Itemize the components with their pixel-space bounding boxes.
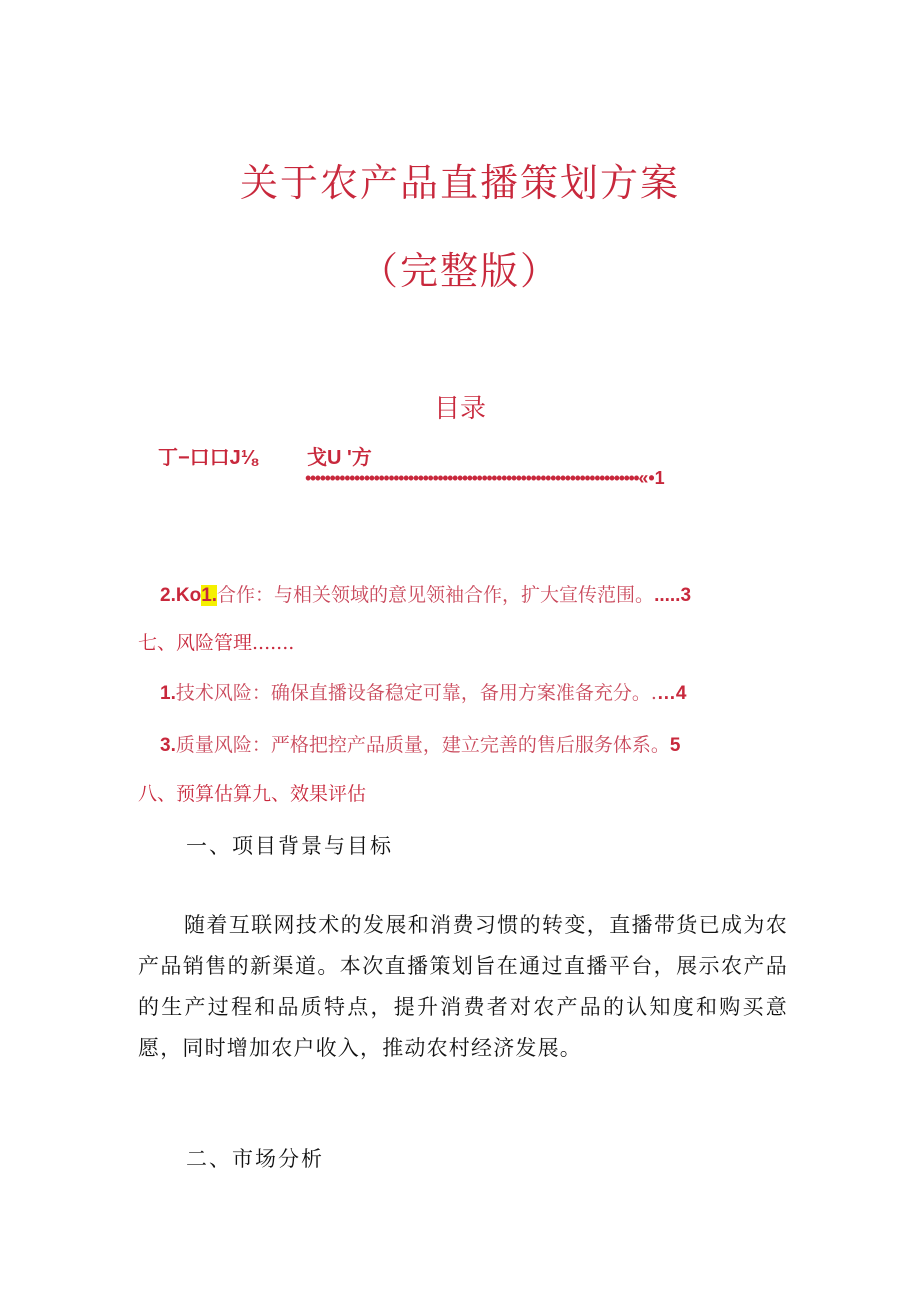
toc-entry-text: 八、预算估算九、效果评估 [138, 783, 367, 805]
toc-entry[interactable] [160, 730, 680, 757]
toc-garbled-left: 丁−口口J⅛ [158, 447, 258, 469]
toc-entry-text: 七、风险管理....... [138, 632, 295, 654]
toc-leader-dots-fill: •••••••••••••••••••••••••••••••••••••••••••••••••••••••••••••••••••• [305, 468, 639, 488]
toc-garbled-right: 戈U '方 [307, 447, 372, 469]
toc-entry-prefix: 2.Ko [160, 585, 202, 606]
section-heading: 一、项目背景与目标 [186, 834, 393, 858]
toc-entry-page: …4 [656, 683, 687, 704]
toc-entry-text: 合作：与相关领域的意见领袖合作，扩大宣传范围。 [217, 584, 655, 606]
document-subtitle: （完整版） [359, 249, 560, 293]
toc-entry-page: 5 [669, 735, 681, 756]
toc-entry-highlight: 1. [201, 585, 218, 606]
toc-entry[interactable] [138, 779, 366, 806]
toc-entry-prefix: 1. [160, 683, 176, 704]
toc-entry[interactable] [138, 628, 294, 655]
document-title: 关于农产品直播策划方案 [239, 161, 680, 205]
section-paragraph: 随着互联网技术的发展和消费习惯的转变，直播带货已成为农产品销售的新渠道。本次直播策划旨在通过直播平台，展示农产品的生产过程和品质特点，提升消费者对农产品的认知度和购买意愿，同时增加农户收入，推动农村经济发展。 [138, 913, 788, 1060]
toc-heading: 目录 [433, 394, 486, 424]
toc-entry-page: .....3 [654, 585, 692, 606]
section-heading: 二、市场分析 [186, 1147, 324, 1171]
toc-entry-text: 质量风险：严格把控产品质量，建立完善的售后服务体系。 [175, 734, 670, 756]
toc-entry-text: 技术风险：确保直播设备稳定可靠，备用方案准备充分。. [175, 682, 657, 704]
toc-leader-page: «•1 [638, 468, 665, 488]
toc-entry[interactable] [160, 580, 691, 607]
toc-entry[interactable] [160, 678, 686, 705]
toc-entry-prefix: 3. [160, 735, 176, 756]
toc-leader-dots [305, 468, 665, 489]
